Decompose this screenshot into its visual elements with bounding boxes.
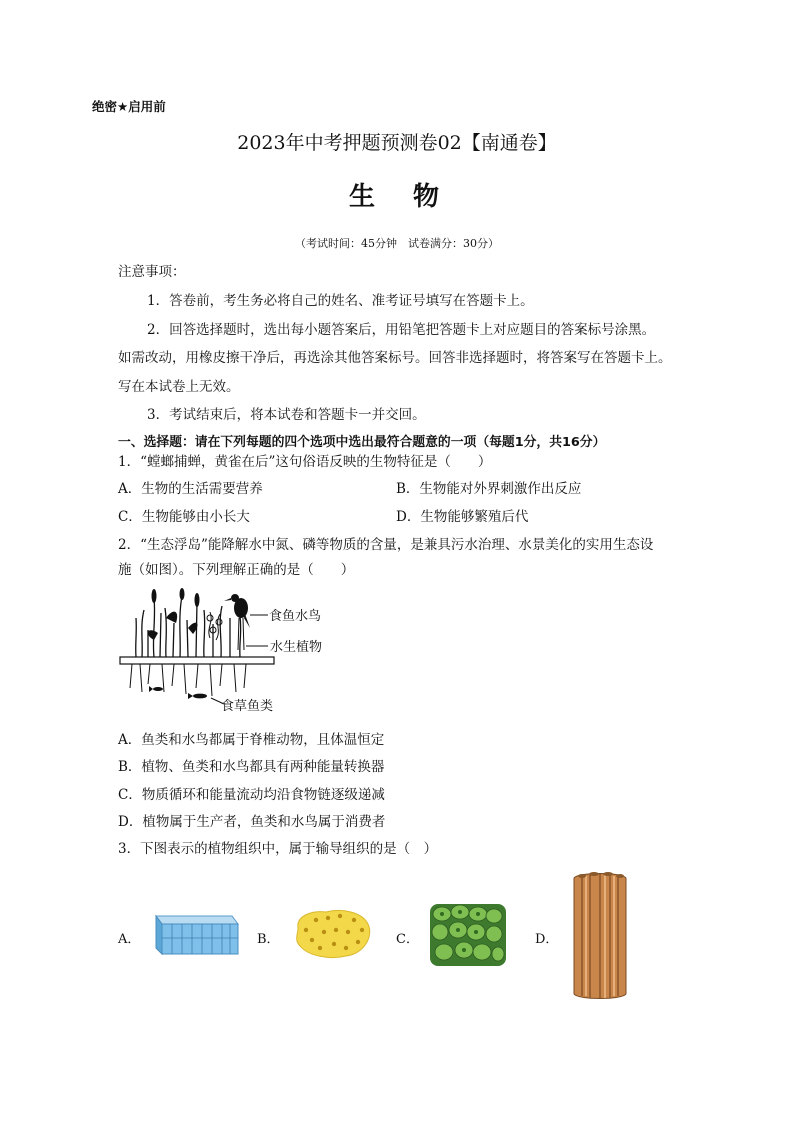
q3-option-c-letter: C．: [396, 932, 419, 947]
note-item-1: 1．答卷前，考生务必将自己的姓名、准考证号填写在答题卡上。: [147, 293, 534, 309]
exam-title: 2023年中考押题预测卷02【南通卷】: [237, 132, 557, 154]
section-heading: 一、选择题：请在下列每题的四个选项中选出最符合题意的一项（每题1分，共16分）: [118, 435, 606, 450]
q3-option-d-image: [568, 870, 632, 1002]
q2-option-b: B．植物、鱼类和水鸟都具有两种能量转换器: [118, 759, 385, 775]
q1-option-d: D．生物能够繁殖后代: [396, 509, 529, 525]
floating-island-figure: [118, 588, 340, 716]
q2-stem-line1: 2．“生态浮岛”能降解水中氮、磷等物质的含量，是兼具污水治理、水景美化的实用生态设: [118, 537, 654, 553]
q1-stem: 1．“螳螂捕蝉，黄雀在后”这句俗语反映的生物特征是（ ）: [118, 454, 492, 470]
q3-option-d-letter: D．: [535, 932, 559, 947]
q3-option-b-image: [292, 906, 374, 960]
note-item-2-line3: 写在本试卷上无效。: [118, 379, 240, 395]
q2-stem-line2: 施（如图）。下列理解正确的是（ ）: [118, 562, 355, 578]
figure-label-bird: 食鱼水鸟: [269, 609, 322, 624]
q3-option-b-letter: B．: [257, 932, 280, 947]
q2-option-d: D．植物属于生产者，鱼类和水鸟属于消费者: [118, 814, 386, 830]
exam-info: （考试时间：45分钟 试卷满分：30分）: [295, 237, 499, 250]
q1-option-c: C．生物能够由小长大: [118, 509, 250, 525]
note-item-3: 3．考试结束后，将本试卷和答题卡一并交回。: [147, 407, 426, 423]
q3-option-a-image: [150, 910, 240, 962]
q2-option-c: C．物质循环和能量流动均沿食物链逐级递减: [118, 787, 385, 803]
q1-option-b: B．生物能对外界刺激作出反应: [396, 481, 582, 497]
subject-title: 生 物: [348, 182, 445, 212]
q2-option-a: A．鱼类和水鸟都属于脊椎动物，且体温恒定: [118, 732, 385, 748]
notes-heading: 注意事项：: [118, 264, 186, 280]
note-item-2-line2: 如需改动，用橡皮擦干净后，再选涂其他答案标号。回答非选择题时，将答案写在答题卡上。: [118, 350, 672, 366]
q3-stem: 3．下图表示的植物组织中，属于输导组织的是（ ）: [118, 841, 438, 857]
figure-label-fish: 食草鱼类: [221, 699, 274, 714]
q3-option-c-image: [428, 900, 508, 970]
q1-option-a: A．生物的生活需要营养: [118, 481, 263, 497]
q3-option-a-letter: A．: [118, 932, 141, 947]
note-item-2-line1: 2．回答选择题时，选出每小题答案后，用铅笔把答题卡上对应题目的答案标号涂黑。: [147, 322, 656, 338]
figure-label-plant: 水生植物: [270, 640, 323, 655]
secret-mark: 绝密★启用前: [92, 99, 166, 114]
